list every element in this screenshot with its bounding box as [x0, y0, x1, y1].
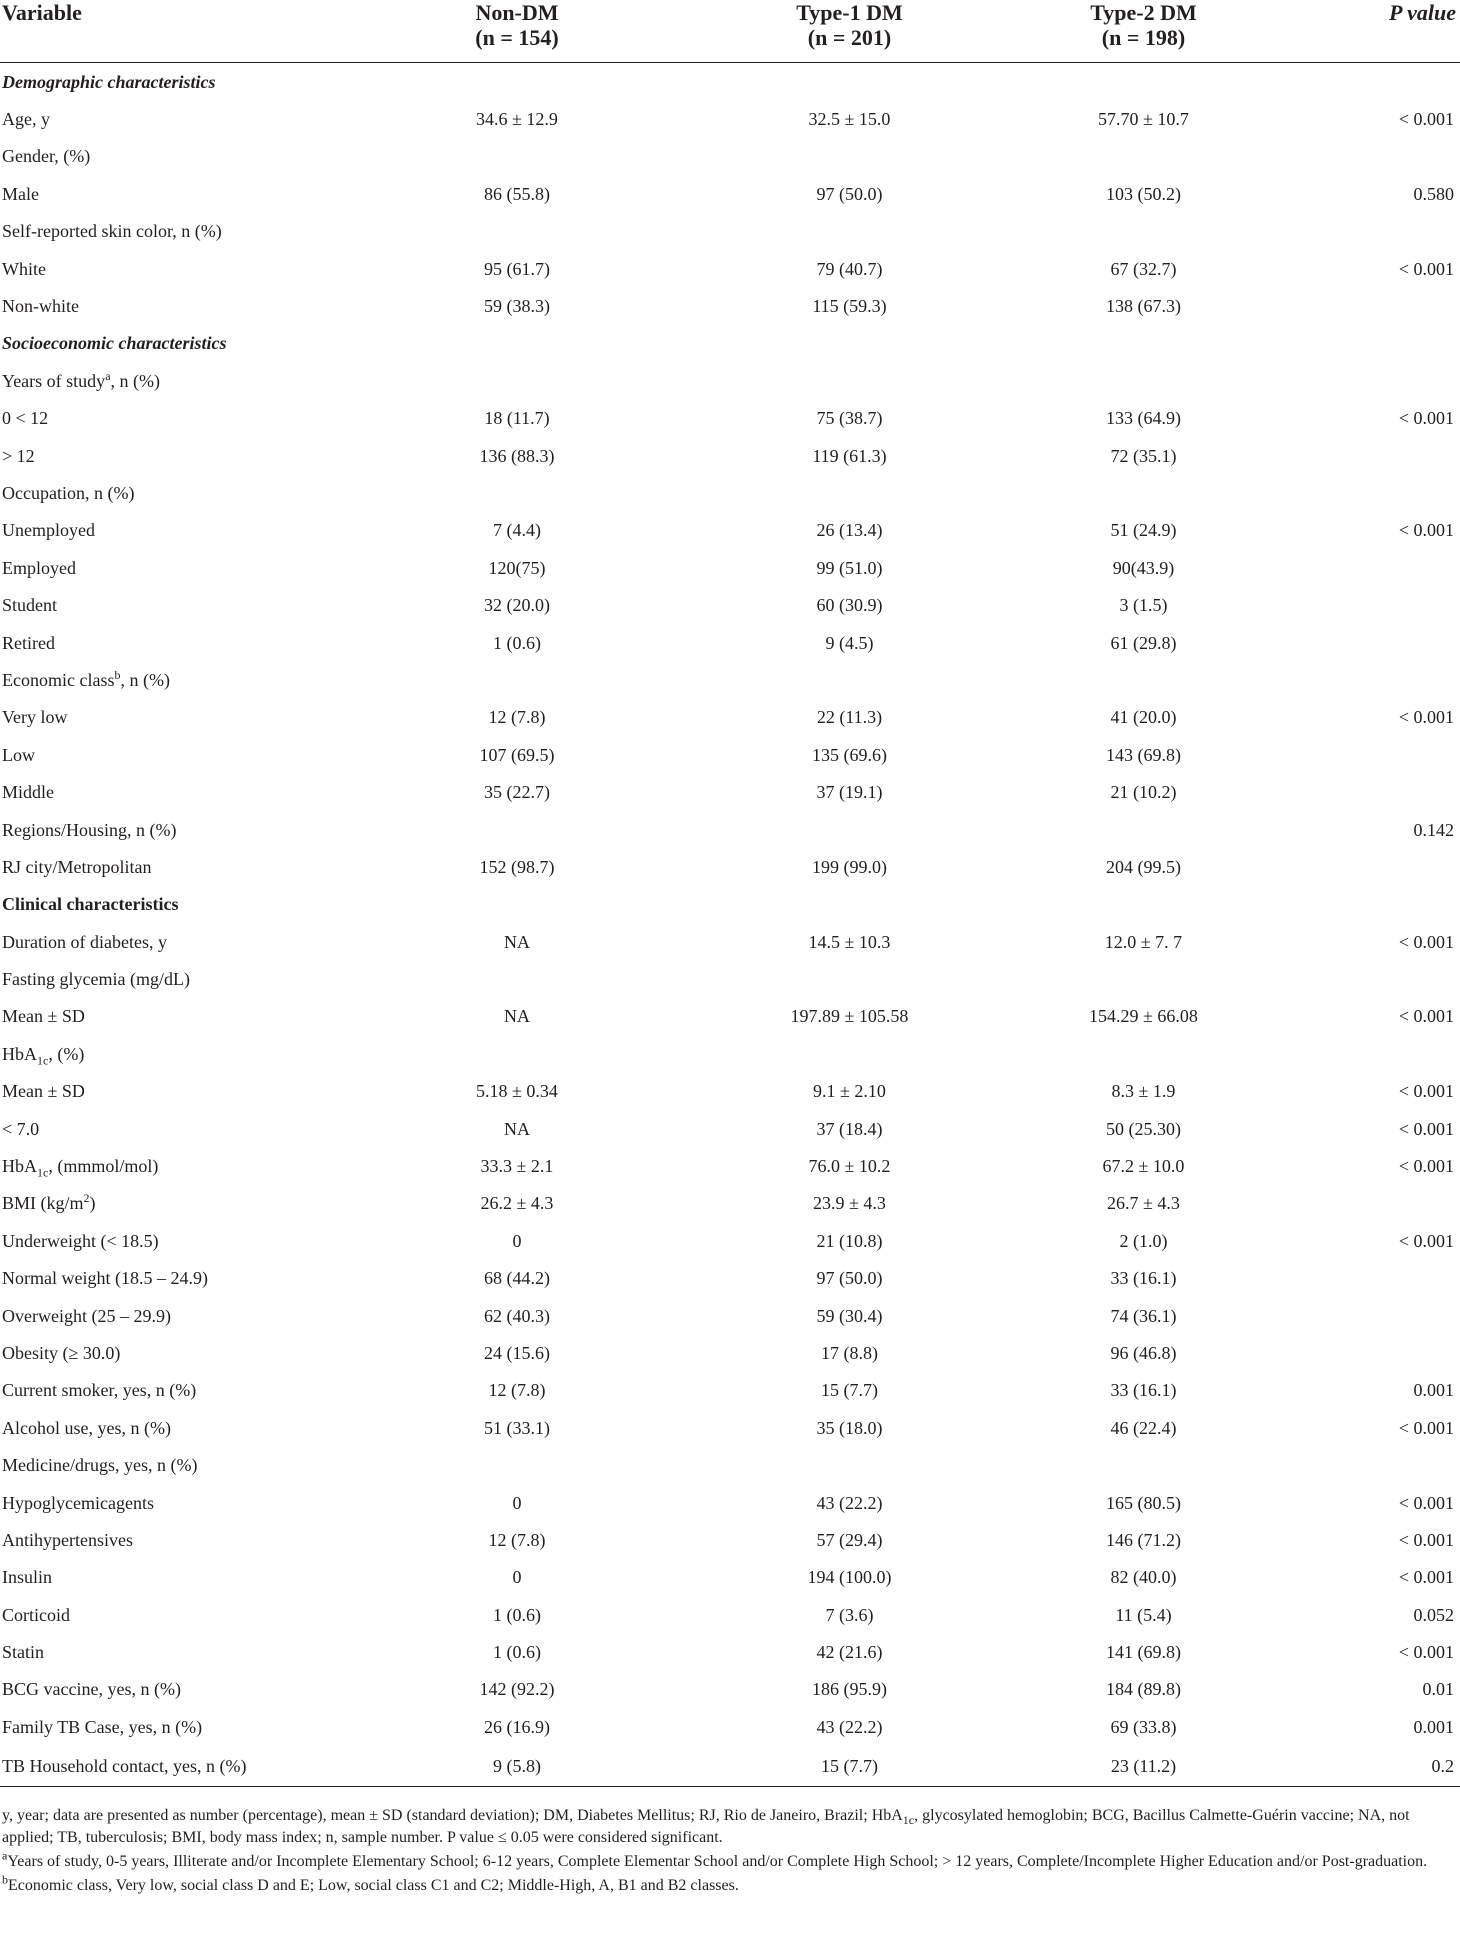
table-row	[0, 1559, 1460, 1596]
cell-non-dm	[332, 325, 702, 362]
cell-non-dm: NA	[504, 931, 530, 952]
cell-p-value	[1290, 1260, 1460, 1297]
row-label: Normal weight (18.5 – 24.9)	[2, 1268, 208, 1289]
cell-p-value	[1290, 848, 1460, 885]
cell-type2-dm	[997, 213, 1290, 250]
cell-non-dm: 18 (11.7)	[484, 408, 550, 429]
table-row	[0, 1596, 1460, 1633]
header-type2-dm: Type-2 DM (n = 198)	[1090, 0, 1197, 50]
table-row	[0, 63, 1460, 101]
table-row	[0, 1260, 1460, 1297]
table-row	[0, 213, 1460, 250]
row-label: Underweight (< 18.5)	[2, 1230, 159, 1251]
row-label: Very low	[2, 707, 68, 728]
cell-type1-dm: 43 (22.2)	[816, 1492, 883, 1513]
row-label: BMI $(kg/m^2)$	[2, 1191, 96, 1214]
table-row	[0, 661, 1460, 698]
cell-p-value	[1290, 1035, 1460, 1072]
row-label: Mean ± SD	[2, 1081, 85, 1102]
cell-non-dm: 62 (40.3)	[484, 1305, 550, 1326]
cell-type1-dm: 42 (21.6)	[816, 1642, 883, 1663]
cell-non-dm	[332, 960, 702, 997]
cell-type1-dm: 76.0 ± 10.2	[808, 1156, 891, 1177]
cell-non-dm: 86 (55.8)	[484, 183, 550, 204]
cell-non-dm	[332, 661, 702, 698]
cell-type1-dm	[702, 325, 997, 362]
cell-non-dm: 0	[512, 1492, 522, 1513]
table-row	[0, 100, 1460, 137]
row-label: Hypoglycemicagents	[2, 1492, 154, 1513]
cell-non-dm: 12 (7.8)	[488, 1380, 546, 1401]
cell-non-dm: 5.18 ± 0.34	[476, 1081, 558, 1102]
cell-type1-dm: 9 (4.5)	[825, 632, 874, 653]
cell-non-dm	[332, 138, 702, 175]
cell-p-value: < 0.001	[1398, 707, 1454, 728]
cell-non-dm: 0	[512, 1567, 522, 1588]
cell-type2-dm: 67 (32.7)	[1110, 258, 1177, 279]
cell-p-value	[1290, 661, 1460, 698]
table-row	[0, 886, 1460, 923]
row-label: BCG vaccine, yes, n (%)	[2, 1679, 181, 1700]
cell-p-value	[1290, 1297, 1460, 1334]
cell-p-value: < 0.001	[1398, 1492, 1454, 1513]
table-row	[0, 1671, 1460, 1708]
cell-type2-dm: 26.7 ± 4.3	[1107, 1193, 1180, 1214]
cell-type1-dm	[702, 811, 997, 848]
table-row	[0, 736, 1460, 773]
cell-type2-dm: 57.70 ± 10.7	[1098, 109, 1189, 130]
table-row	[0, 1409, 1460, 1446]
cell-non-dm: 59 (38.3)	[484, 296, 550, 317]
cell-type1-dm: 97 (50.0)	[816, 1268, 883, 1289]
row-label: Age, y	[2, 109, 50, 130]
table-row	[0, 1521, 1460, 1558]
cell-type2-dm: 204 (99.5)	[1106, 856, 1181, 877]
cell-type1-dm: 115 (59.3)	[812, 296, 887, 317]
row-label: Years of study$^a$, n (%)	[2, 368, 160, 391]
row-label: Medicine/drugs, yes, n (%)	[2, 1455, 198, 1476]
table-header-row	[0, 0, 1460, 63]
cell-non-dm: 9 (5.8)	[493, 1755, 541, 1776]
row-label: Antihypertensives	[2, 1529, 133, 1550]
table-row	[0, 287, 1460, 324]
table-row	[0, 1297, 1460, 1334]
table-body	[0, 63, 1460, 1787]
table-row	[0, 1484, 1460, 1521]
table-row	[0, 512, 1460, 549]
cell-p-value	[1290, 437, 1460, 474]
cell-non-dm: 142 (92.2)	[479, 1679, 555, 1700]
table-row	[0, 549, 1460, 586]
table-row	[0, 960, 1460, 997]
table-row	[0, 400, 1460, 437]
row-label: Regions/Housing, n (%)	[2, 819, 177, 840]
cell-type1-dm: 60 (30.9)	[816, 595, 883, 616]
cell-p-value	[1290, 1334, 1460, 1371]
cell-p-value	[1290, 773, 1460, 810]
cell-non-dm: 26.2 ± 4.3	[480, 1193, 554, 1214]
row-label: 0 < 12	[2, 408, 49, 429]
cell-p-value: < 0.001	[1398, 1417, 1454, 1438]
cell-type2-dm: 146 (71.2)	[1106, 1529, 1181, 1550]
footnote-main: y, year; data are presented as number (percentage), mean ± SD (standard deviation); DM, Diabetes Mellitus; RJ, Rio de Janeiro, Brazil; HbA$_{1c}$, glycosylated hemoglobin; BCG, Bacillus Calmette-Guérin vaccine; NA, not applied; TB, tuberculosis; BMI, body mass index; n, sample number. P value ≤ 0.05 were considered significant.	[2, 1807, 1410, 1846]
cell-p-value	[1290, 624, 1460, 661]
row-label: Duration of diabetes, y	[2, 931, 167, 952]
row-label: Student	[2, 595, 58, 616]
table-row	[0, 923, 1460, 960]
row-label: Corticoid	[2, 1604, 70, 1625]
cell-type1-dm	[702, 474, 997, 511]
cell-type2-dm	[997, 661, 1290, 698]
cell-non-dm: 32 (20.0)	[484, 595, 550, 616]
cell-p-value: < 0.001	[1398, 1529, 1454, 1550]
cell-type2-dm: 50 (25.30)	[1106, 1118, 1181, 1139]
cell-type2-dm: 69 (33.8)	[1110, 1716, 1177, 1737]
cell-non-dm: 34.6 ± 12.9	[476, 109, 558, 130]
cell-type2-dm: 8.3 ± 1.9	[1111, 1081, 1176, 1102]
row-label: Mean ± SD	[2, 1006, 85, 1027]
table-row	[0, 325, 1460, 362]
cell-non-dm	[332, 362, 702, 399]
cell-non-dm: 51 (33.1)	[484, 1417, 550, 1438]
cell-p-value	[1290, 1185, 1460, 1222]
cell-type2-dm: 96 (46.8)	[1110, 1342, 1177, 1363]
table-row	[0, 998, 1460, 1035]
cell-type2-dm	[997, 1446, 1290, 1483]
cell-p-value: 0.580	[1413, 183, 1454, 204]
cell-type2-dm: 143 (69.8)	[1106, 744, 1181, 765]
cell-type2-dm	[997, 138, 1290, 175]
cell-type1-dm: 194 (100.0)	[807, 1567, 892, 1588]
table-row	[0, 1746, 1460, 1787]
row-label: Unemployed	[2, 520, 95, 541]
cell-type1-dm	[702, 1446, 997, 1483]
row-label: Self-reported skin color, n (%)	[2, 221, 222, 242]
cell-type2-dm: 41 (20.0)	[1110, 707, 1177, 728]
footnote-b: $^b$Economic class, Very low, social class D and E; Low, social class C1 and C2; Middle-High, A, B1 and B2 classes.	[2, 1872, 739, 1894]
cell-type2-dm: 103 (50.2)	[1106, 183, 1181, 204]
cell-type1-dm: 99 (51.0)	[816, 557, 883, 578]
cell-type1-dm: 197.89 ± 105.58	[790, 1006, 909, 1027]
cell-type2-dm: 3 (1.5)	[1119, 595, 1168, 616]
row-label: Fasting glycemia (mg/dL)	[2, 969, 190, 990]
cell-type2-dm: 138 (67.3)	[1106, 296, 1181, 317]
table-row	[0, 1708, 1460, 1745]
cell-non-dm: 120(75)	[488, 557, 546, 578]
cell-type2-dm	[997, 960, 1290, 997]
cell-non-dm: 68 (44.2)	[484, 1268, 550, 1289]
cell-type1-dm: 186 (95.9)	[812, 1679, 887, 1700]
cell-type1-dm	[702, 661, 997, 698]
cell-type1-dm	[702, 213, 997, 250]
row-label: Retired	[2, 632, 55, 653]
row-label: Low	[2, 744, 35, 765]
cell-type2-dm: 74 (36.1)	[1110, 1305, 1177, 1326]
row-label: HbA$_{1c}$, (mmmol/mol)	[2, 1156, 159, 1180]
cell-non-dm	[332, 474, 702, 511]
cell-non-dm: 12 (7.8)	[488, 707, 546, 728]
table-row	[0, 699, 1460, 736]
table-row	[0, 811, 1460, 848]
cell-non-dm: 152 (98.7)	[479, 856, 555, 877]
table-row	[0, 250, 1460, 287]
cell-non-dm: 24 (15.6)	[484, 1342, 550, 1363]
cell-p-value	[1290, 325, 1460, 362]
cell-p-value: < 0.001	[1398, 258, 1454, 279]
table-row	[0, 362, 1460, 399]
cell-type2-dm: 46 (22.4)	[1110, 1417, 1177, 1438]
row-label: Insulin	[2, 1567, 53, 1588]
cell-type1-dm: 57 (29.4)	[816, 1529, 883, 1550]
row-label: Employed	[2, 557, 76, 578]
cell-type2-dm: 72 (35.1)	[1110, 445, 1177, 466]
header-p-value: P value	[1389, 0, 1456, 25]
table-row	[0, 1372, 1460, 1409]
cell-p-value	[1290, 213, 1460, 250]
cell-type2-dm: 23 (11.2)	[1110, 1755, 1177, 1776]
row-label: < 7.0	[2, 1118, 40, 1139]
row-label: TB Household contact, yes, n (%)	[2, 1755, 247, 1776]
cell-p-value: < 0.001	[1398, 109, 1454, 130]
cell-type2-dm: 21 (10.2)	[1110, 782, 1177, 803]
cell-p-value	[1290, 474, 1460, 511]
cell-type2-dm: 61 (29.8)	[1110, 632, 1177, 653]
cell-type2-dm: 12.0 ± 7. 7	[1104, 931, 1183, 952]
cell-p-value	[1290, 63, 1460, 101]
header-non-dm: Non-DM (n = 154)	[475, 0, 559, 50]
table-row	[0, 1110, 1460, 1147]
cell-type1-dm	[702, 886, 997, 923]
cell-type1-dm	[702, 1035, 997, 1072]
cell-type1-dm: 35 (18.0)	[816, 1417, 883, 1438]
cell-type1-dm	[702, 63, 997, 101]
cell-p-value	[1290, 586, 1460, 623]
cell-type1-dm: 79 (40.7)	[816, 258, 883, 279]
table-row	[0, 848, 1460, 885]
cell-type2-dm: 165 (80.5)	[1106, 1492, 1181, 1513]
table-row	[0, 1035, 1460, 1072]
row-label: Demographic characteristics	[2, 71, 216, 92]
table-row	[0, 138, 1460, 175]
cell-type2-dm: 90(43.9)	[1112, 557, 1175, 578]
cell-p-value	[1290, 138, 1460, 175]
cell-type1-dm: 7 (3.6)	[825, 1604, 874, 1625]
cell-non-dm	[332, 213, 702, 250]
cell-type1-dm: 199 (99.0)	[812, 856, 887, 877]
table-row	[0, 1073, 1460, 1110]
table-row	[0, 175, 1460, 212]
cell-p-value: < 0.001	[1398, 520, 1454, 541]
row-label: Occupation, n (%)	[2, 482, 135, 503]
row-label: RJ city/Metropolitan	[2, 856, 152, 877]
cell-type2-dm: 82 (40.0)	[1110, 1567, 1177, 1588]
cell-type2-dm: 33 (16.1)	[1110, 1268, 1177, 1289]
row-label: Statin	[2, 1642, 45, 1663]
cell-type2-dm	[997, 474, 1290, 511]
cell-p-value	[1290, 960, 1460, 997]
cell-non-dm	[332, 63, 702, 101]
cell-type1-dm: 135 (69.6)	[812, 744, 887, 765]
table-row	[0, 1222, 1460, 1259]
footnote-a: $^a$Years of study, 0-5 years, Illiterate and/or Incomplete Elementary School; 6-12 years, Complete Elementar School and/or Complete High School; > 12 years, Complete/Incomplete Higher Education and/or Post-graduation.	[2, 1848, 1428, 1870]
cell-non-dm: 136 (88.3)	[479, 445, 555, 466]
cell-type2-dm: 33 (16.1)	[1110, 1380, 1177, 1401]
cell-p-value: < 0.001	[1398, 1567, 1454, 1588]
cell-p-value: 0.001	[1413, 1380, 1454, 1401]
cell-type2-dm: 2 (1.0)	[1119, 1230, 1168, 1251]
row-label: Clinical characteristics	[2, 894, 179, 915]
table-row	[0, 1185, 1460, 1222]
row-label: Male	[2, 183, 39, 204]
cell-non-dm: 1 (0.6)	[493, 1604, 541, 1625]
table-row	[0, 1147, 1460, 1184]
cell-p-value: < 0.001	[1398, 408, 1454, 429]
row-label: White	[2, 258, 46, 279]
cell-p-value	[1290, 886, 1460, 923]
row-label: Gender, (%)	[2, 146, 91, 167]
cell-type2-dm: 51 (24.9)	[1110, 520, 1177, 541]
cell-non-dm: NA	[504, 1118, 530, 1139]
cell-non-dm	[332, 1446, 702, 1483]
cell-non-dm	[332, 1035, 702, 1072]
cell-p-value: < 0.001	[1398, 1081, 1454, 1102]
cell-type2-dm	[997, 811, 1290, 848]
cell-type2-dm: 184 (89.8)	[1106, 1679, 1181, 1700]
cell-p-value	[1290, 362, 1460, 399]
row-label: Economic class$^b$, n (%)	[2, 667, 170, 690]
cell-type1-dm: 119 (61.3)	[812, 445, 887, 466]
row-label: Overweight (25 – 29.9)	[2, 1305, 171, 1326]
cell-p-value: 0.001	[1413, 1716, 1454, 1737]
row-label: Non-white	[2, 296, 79, 317]
table-row	[0, 437, 1460, 474]
table-row	[0, 474, 1460, 511]
cell-type2-dm	[997, 63, 1290, 101]
cell-p-value: < 0.001	[1398, 1230, 1454, 1251]
cell-type1-dm: 59 (30.4)	[816, 1305, 883, 1326]
cell-p-value: < 0.001	[1398, 931, 1454, 952]
cell-non-dm: 1 (0.6)	[493, 632, 541, 653]
cell-type1-dm	[702, 138, 997, 175]
cell-type1-dm: 37 (19.1)	[816, 782, 883, 803]
cell-type2-dm: 67.2 ± 10.0	[1102, 1156, 1185, 1177]
cell-p-value	[1290, 736, 1460, 773]
cell-type1-dm: 23.9 ± 4.3	[813, 1193, 886, 1214]
cell-type1-dm: 43 (22.2)	[816, 1716, 883, 1737]
cell-type1-dm: 15 (7.7)	[821, 1755, 878, 1776]
row-label: > 12	[2, 445, 35, 466]
cell-p-value: 0.142	[1413, 819, 1454, 840]
row-label: Middle	[2, 782, 54, 803]
cell-type2-dm: 133 (64.9)	[1106, 408, 1181, 429]
table-row	[0, 773, 1460, 810]
header-type1-dm: Type-1 DM (n = 201)	[796, 0, 903, 50]
table-row	[0, 624, 1460, 661]
cell-type2-dm	[997, 325, 1290, 362]
cell-type2-dm: 154.29 ± 66.08	[1089, 1006, 1198, 1027]
cell-type1-dm	[702, 960, 997, 997]
cell-non-dm: 26 (16.9)	[484, 1716, 550, 1737]
cell-p-value: < 0.001	[1398, 1642, 1454, 1663]
table-row	[0, 1633, 1460, 1670]
cell-p-value	[1290, 287, 1460, 324]
cell-type1-dm: 21 (10.8)	[816, 1230, 883, 1251]
cell-type1-dm	[702, 362, 997, 399]
cell-type1-dm: 32.5 ± 15.0	[808, 109, 891, 130]
cell-type2-dm	[997, 362, 1290, 399]
cell-non-dm: 12 (7.8)	[488, 1529, 546, 1550]
cell-type1-dm: 15 (7.7)	[821, 1380, 878, 1401]
footnotes	[2, 1805, 1458, 1899]
cell-p-value: 0.01	[1422, 1679, 1454, 1700]
cell-type2-dm	[997, 1035, 1290, 1072]
cell-p-value: < 0.001	[1398, 1156, 1454, 1177]
cell-non-dm	[332, 886, 702, 923]
cell-p-value: 0.2	[1431, 1755, 1454, 1776]
cell-type1-dm: 14.5 ± 10.3	[808, 931, 891, 952]
cell-p-value: < 0.001	[1398, 1006, 1454, 1027]
cell-p-value	[1290, 549, 1460, 586]
table-row	[0, 586, 1460, 623]
cell-type1-dm: 22 (11.3)	[816, 707, 883, 728]
cell-p-value: 0.052	[1413, 1604, 1454, 1625]
cell-p-value: < 0.001	[1398, 1118, 1454, 1139]
cell-non-dm: 1 (0.6)	[493, 1642, 541, 1663]
cell-type2-dm: 141 (69.8)	[1106, 1642, 1181, 1663]
cell-non-dm: 35 (22.7)	[484, 782, 550, 803]
cell-p-value	[1290, 1446, 1460, 1483]
cell-non-dm: 107 (69.5)	[479, 744, 555, 765]
row-label: Socioeconomic characteristics	[2, 333, 227, 354]
row-label: Obesity (≥ 30.0)	[2, 1342, 121, 1363]
cell-type1-dm: 26 (13.4)	[816, 520, 883, 541]
row-label: Family TB Case, yes, n (%)	[2, 1716, 203, 1737]
cell-non-dm: 0	[512, 1230, 522, 1251]
cell-non-dm	[332, 811, 702, 848]
cell-type1-dm: 75 (38.7)	[816, 408, 883, 429]
cell-non-dm: 7 (4.4)	[493, 520, 541, 541]
row-label: HbA$_{1c}$, (%)	[2, 1043, 85, 1068]
cell-non-dm: 95 (61.7)	[484, 258, 550, 279]
row-label: Current smoker, yes, n (%)	[2, 1380, 197, 1401]
table-row	[0, 1446, 1460, 1483]
cell-type1-dm: 9.1 ± 2.10	[813, 1081, 886, 1102]
cell-type2-dm: 11 (5.4)	[1115, 1604, 1172, 1625]
cell-type1-dm: 37 (18.4)	[816, 1118, 883, 1139]
cell-type1-dm: 17 (8.8)	[821, 1342, 878, 1363]
cell-type1-dm: 97 (50.0)	[816, 183, 883, 204]
row-label: Alcohol use, yes, n (%)	[2, 1417, 171, 1438]
cell-non-dm: NA	[504, 1006, 530, 1027]
cell-non-dm: 33.3 ± 2.1	[480, 1156, 554, 1177]
table-row	[0, 1334, 1460, 1371]
header-variable: Variable	[2, 0, 82, 25]
cell-type2-dm	[997, 886, 1290, 923]
